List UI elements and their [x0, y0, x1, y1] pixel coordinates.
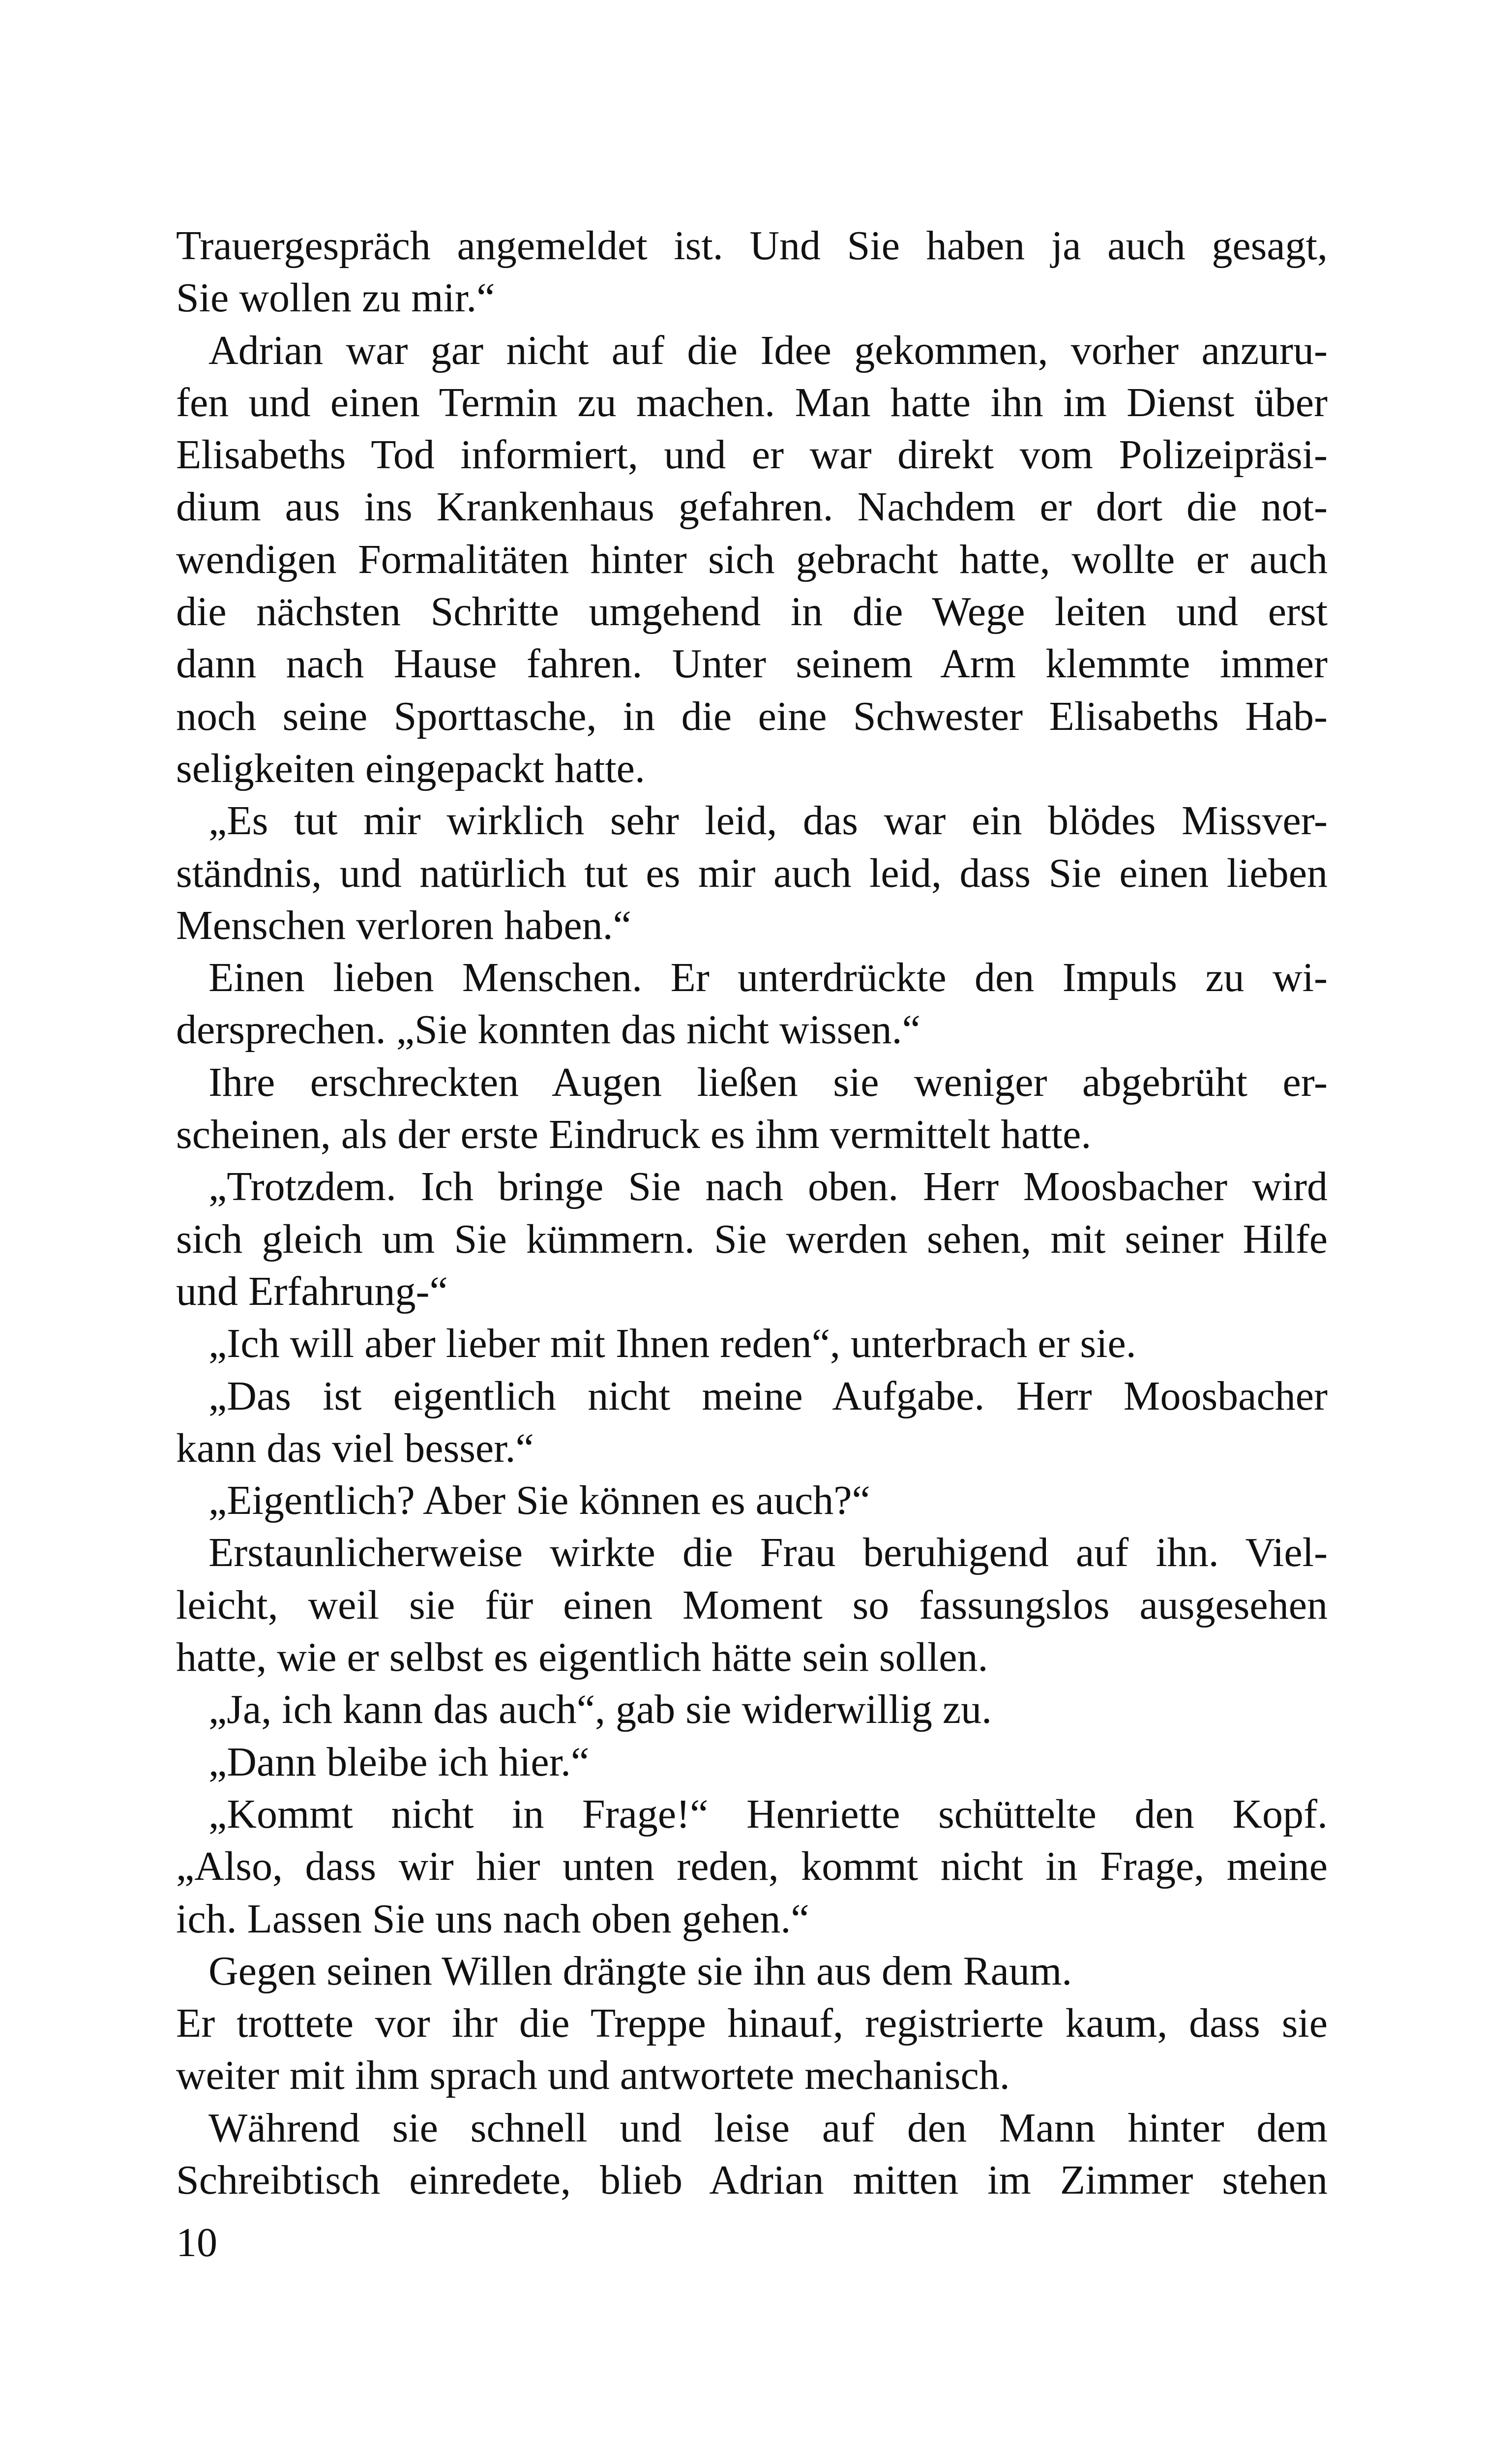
text-line: sich gleich um Sie kümmern. Sie werden sehen, mit seiner Hilfe	[176, 1216, 1328, 1262]
text-line: „Das ist eigentlich nicht meine Aufgabe. Herr Moosbacher	[208, 1373, 1328, 1419]
text-line: „Es tut mir wirklich sehr leid, das war ein blödes Missver-	[208, 798, 1328, 844]
text-line: „Eigentlich? Aber Sie können es auch?“	[208, 1478, 870, 1524]
text-line: Gegen seinen Willen drängte sie ihn aus dem Raum.	[208, 1948, 1072, 1994]
page-number: 10	[176, 2220, 217, 2265]
text-line: „Kommt nicht in Frage!“ Henriette schüttelte den Kopf.	[208, 1791, 1328, 1837]
text-line: ständnis, und natürlich tut es mir auch leid, dass Sie einen lieben	[176, 850, 1328, 896]
text-line: Ihre erschreckten Augen ließen sie weniger abgebrüht er-	[208, 1059, 1328, 1105]
text-line: die nächsten Schritte umgehend in die Wege leiten und erst	[176, 589, 1328, 635]
text-line: Er trottete vor ihr die Treppe hinauf, registrierte kaum, dass sie	[176, 2000, 1328, 2047]
text-line: „Also, dass wir hier unten reden, kommt nicht in Frage, meine	[176, 1843, 1328, 1890]
text-line: ich. Lassen Sie uns nach oben gehen.“	[176, 1896, 809, 1942]
body-text	[176, 220, 1328, 2206]
text-line: „Ja, ich kann das auch“, gab sie widerwillig zu.	[208, 1687, 992, 1733]
text-line: Erstaunlicherweise wirkte die Frau beruhigend auf ihn. Viel-	[208, 1530, 1328, 1576]
text-line: Menschen verloren haben.“	[176, 902, 631, 948]
text-line: „Ich will aber lieber mit Ihnen reden“, unterbrach er sie.	[208, 1321, 1136, 1367]
text-line: dersprechen. „Sie konnten das nicht wissen.“	[176, 1007, 920, 1053]
text-line: seligkeiten eingepackt hatte.	[176, 745, 645, 791]
text-line: kann das viel besser.“	[176, 1425, 534, 1471]
text-line: Adrian war gar nicht auf die Idee gekommen, vorher anzuru-	[208, 327, 1328, 373]
text-line: scheinen, als der erste Eindruck es ihm vermittelt hatte.	[176, 1112, 1092, 1158]
text-line: „Trotzdem. Ich bringe Sie nach oben. Herr Moosbacher wird	[208, 1164, 1328, 1210]
text-line: weiter mit ihm sprach und antwortete mechanisch.	[176, 2052, 1010, 2099]
text-line: Einen lieben Menschen. Er unterdrückte den Impuls zu wi-	[208, 955, 1328, 1001]
text-line: Schreibtisch einredete, blieb Adrian mitten im Zimmer stehen	[176, 2157, 1328, 2203]
text-line: und Erfahrung-“	[176, 1268, 448, 1314]
text-line: Trauergespräch angemeldet ist. Und Sie haben ja auch gesagt,	[176, 223, 1328, 269]
text-line: dann nach Hause fahren. Unter seinem Arm klemmte immer	[176, 641, 1328, 687]
text-line: noch seine Sporttasche, in die eine Schwester Elisabeths Hab-	[176, 693, 1328, 739]
text-line: wendigen Formalitäten hinter sich gebracht hatte, wollte er auch	[176, 536, 1328, 582]
text-line: Während sie schnell und leise auf den Mann hinter dem	[208, 2105, 1328, 2151]
text-line: „Dann bleibe ich hier.“	[208, 1739, 590, 1785]
text-line: leicht, weil sie für einen Moment so fassungslos ausgesehen	[176, 1582, 1328, 1628]
text-line: Elisabeths Tod informiert, und er war direkt vom Polizeipräsi-	[176, 432, 1328, 478]
text-line: hatte, wie er selbst es eigentlich hätte sein sollen.	[176, 1634, 988, 1681]
text-line: fen und einen Termin zu machen. Man hatte ihn im Dienst über	[176, 379, 1328, 425]
text-line: Sie wollen zu mir.“	[176, 275, 495, 321]
text-line: dium aus ins Krankenhaus gefahren. Nachdem er dort die not-	[176, 484, 1328, 530]
